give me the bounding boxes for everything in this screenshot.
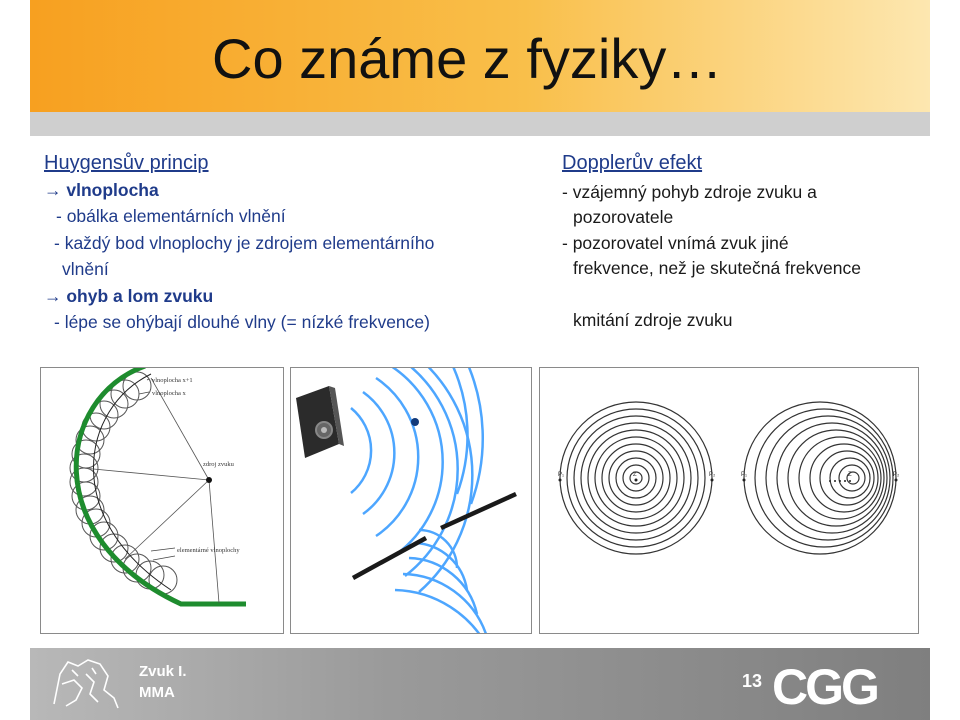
source-dot (206, 477, 212, 483)
huygens-heading: Huygensův princip (44, 152, 209, 174)
line-mutual-motion: - vzájemný pohyb zdroje zvuku a (562, 182, 817, 202)
speaker-icon (296, 386, 344, 458)
label-wavefront-next: vlnoplocha x+1 (152, 377, 193, 384)
line-observer: pozorovatele (573, 207, 674, 227)
cgg-logo-text: CGG (772, 659, 877, 714)
line-envelope: - obálka elementárních vlnění (56, 206, 286, 226)
line-source-oscillation: kmitání zdroje zvuku (573, 310, 733, 330)
lion-logo-icon (48, 654, 124, 712)
footer-line-1: Zvuk I. (139, 663, 187, 680)
line-long-waves: - lépe se ohýbají dlouhé vlny (= nízké frekvence) (54, 312, 430, 332)
diffraction-diagram (291, 368, 532, 634)
label-source: zdroj zvuku (203, 461, 234, 468)
header-strip (30, 112, 930, 136)
footer-caption (139, 661, 187, 703)
label-wavefront: vlnoplocha x (152, 390, 186, 397)
line-wave: vlnění (62, 259, 109, 279)
bullet-wavefront: → vlnoplocha (44, 180, 159, 200)
huygens-diagram (41, 368, 284, 634)
doppler-figure (539, 367, 919, 634)
label-p1-left: P₁ (558, 472, 565, 478)
line-every-point: - každý bod vlnoplochy je zdrojem elementárního (54, 233, 435, 253)
label-elementary: elementárné vlnoplochy (177, 547, 240, 554)
doppler-diagram (540, 368, 919, 634)
label-p2-left: P₂ (709, 472, 716, 478)
label-p1-right: P₁ (741, 472, 748, 478)
label-z-left: Z (633, 472, 637, 478)
bullet-diffraction: → ohyb a lom zvuku (44, 286, 214, 306)
slide-title: Co známe z fyziky… (212, 27, 723, 90)
diffraction-figure (290, 367, 532, 634)
doppler-heading: Dopplerův efekt (562, 152, 703, 174)
line-perceives: - pozorovatel vnímá zvuk jiné (562, 233, 789, 253)
label-p2-right: P₂ (893, 472, 900, 478)
page-number: 13 (742, 671, 763, 691)
line-frequency: frekvence, než je skutečná frekvence (573, 258, 861, 278)
cgg-logo (772, 656, 912, 714)
label-z-right: Z (848, 472, 852, 478)
footer-line-2: MMA (139, 684, 175, 701)
huygens-figure (40, 367, 284, 634)
